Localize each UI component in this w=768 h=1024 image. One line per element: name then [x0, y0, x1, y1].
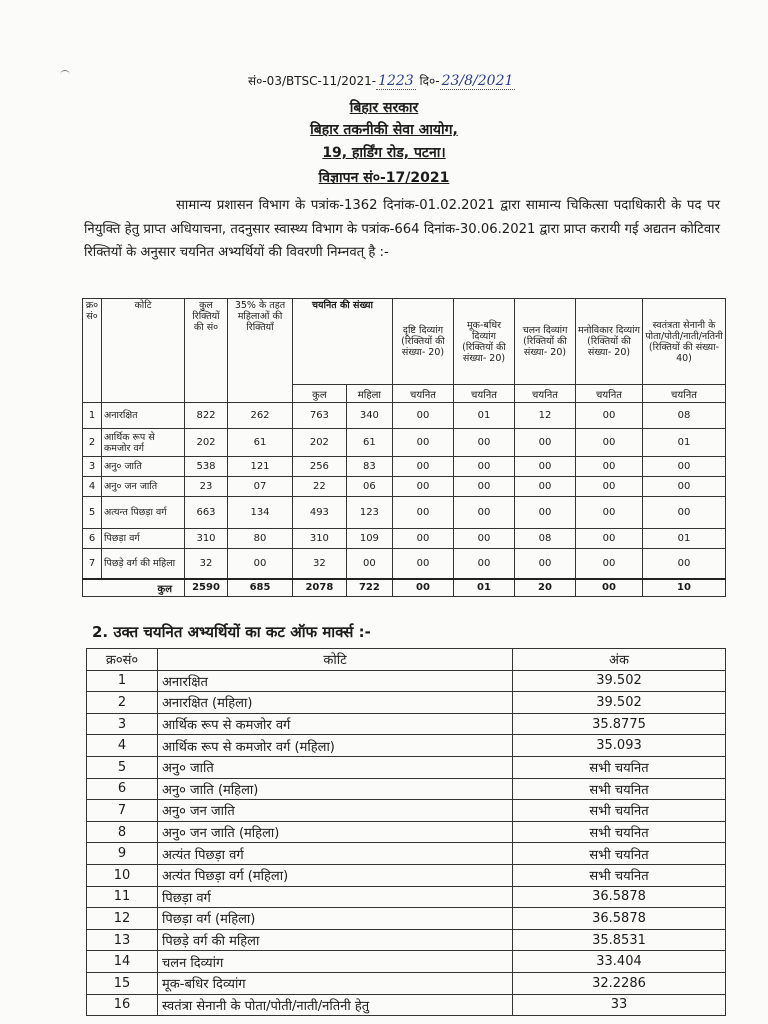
cutoff-row-sno: 5	[87, 756, 158, 778]
row7-category: पिछड़े वर्ग की महिला	[102, 549, 185, 579]
row6-category: पिछड़ा वर्ग	[102, 529, 185, 549]
th-sub-selected: चयनित	[393, 385, 454, 403]
row1-visual: 00	[393, 403, 454, 429]
cutoff-table	[86, 648, 726, 1016]
row2-sno: 2	[83, 429, 102, 457]
row1-sno: 1	[83, 403, 102, 429]
row1-sel-women: 340	[346, 403, 392, 429]
th-sno: क्र० सं०	[83, 299, 102, 403]
selection-table	[82, 298, 726, 597]
total-sel-women: 722	[346, 579, 392, 597]
cutoff-row-category: आर्थिक रूप से कमजोर वर्ग	[158, 713, 513, 735]
cutoff-row-marks: 35.8775	[513, 713, 726, 735]
cutoff-row-sno: 10	[87, 864, 158, 886]
th-visual: दृष्टि दिव्यांग (रिक्तियों की संख्या- 20)	[393, 299, 454, 385]
row7-total: 32	[185, 549, 228, 579]
cutoff-row-category: अनु० जन जाति (महिला)	[158, 821, 513, 843]
th-women-35: 35% के तहत महिलाओं की रिक्तियाँ	[228, 299, 293, 403]
row3-freedom: 00	[643, 457, 726, 477]
row3-visual: 00	[393, 457, 454, 477]
intro-text: सामान्य प्रशासन विभाग के पत्रांक-1362 दिनांक-01.02.2021 द्वारा सामान्य चिकित्सा पदाधिकारी के पद पर नियुक्ति हेतु प्राप्त अधियाचना, तदनुसार स्वास्थ्य विभाग के पत्रांक-664 दिनांक-30.06.2021 द्वारा प्राप्त करायी गई अद्यतन कोटिवार रिक्तियों के अनुसार चयनित अभ्यर्थियों की विवरणी निम्नवत् है :-	[84, 198, 720, 260]
cutoff-row-sno: 8	[87, 821, 158, 843]
cutoff-row-category: मूक-बधिर दिव्यांग	[158, 972, 513, 994]
reference-prefix: सं०-03/BTSC-11/2021-	[248, 74, 377, 88]
total-label: कुल	[83, 579, 185, 597]
row6-mental: 00	[576, 529, 643, 549]
cutoff-row-marks: 36.5878	[513, 886, 726, 908]
row1-total: 822	[185, 403, 228, 429]
th-mental: मनोविकार दिव्यांग (रिक्तियों की संख्या- 20)	[576, 299, 643, 385]
cutoff-row-marks: 39.502	[513, 670, 726, 692]
cutoff-row-sno: 4	[87, 735, 158, 757]
row4-category: अनु० जन जाति	[102, 477, 185, 497]
row3-category: अनु० जाति	[102, 457, 185, 477]
total-deaf: 01	[454, 579, 515, 597]
row5-freedom: 00	[643, 497, 726, 529]
cutoff-row-sno: 14	[87, 951, 158, 973]
row2-visual: 00	[393, 429, 454, 457]
row4-total: 23	[185, 477, 228, 497]
th2-marks: अंक	[513, 649, 726, 671]
row7-mental: 00	[576, 549, 643, 579]
row4-sel-total: 22	[293, 477, 347, 497]
row3-loco: 00	[515, 457, 576, 477]
row4-visual: 00	[393, 477, 454, 497]
row5-sel-total: 493	[293, 497, 347, 529]
row3-women: 121	[228, 457, 293, 477]
th-sub-selected: चयनित	[576, 385, 643, 403]
row7-sel-women: 00	[346, 549, 392, 579]
cutoff-row-sno: 13	[87, 929, 158, 951]
cutoff-row-category: पिछड़ा वर्ग	[158, 886, 513, 908]
cutoff-row-marks: 35.093	[513, 735, 726, 757]
row5-women: 134	[228, 497, 293, 529]
row6-sel-total: 310	[293, 529, 347, 549]
th-sub-selected: चयनित	[643, 385, 726, 403]
cutoff-row-category: अनु० जाति	[158, 756, 513, 778]
total-vacancy: 2590	[185, 579, 228, 597]
cutoff-row-category: अत्यंत पिछड़ा वर्ग (महिला)	[158, 864, 513, 886]
row6-total: 310	[185, 529, 228, 549]
cutoff-row-sno: 1	[87, 670, 158, 692]
total-mental: 00	[576, 579, 643, 597]
cutoff-row-marks: 33.404	[513, 951, 726, 973]
cutoff-row-category: अनारक्षित (महिला)	[158, 692, 513, 714]
row4-women: 07	[228, 477, 293, 497]
th2-sno: क्र०सं०	[87, 649, 158, 671]
row7-visual: 00	[393, 549, 454, 579]
row3-mental: 00	[576, 457, 643, 477]
row7-deaf: 00	[454, 549, 515, 579]
row2-women: 61	[228, 429, 293, 457]
cutoff-row-marks: सभी चयनित	[513, 843, 726, 865]
th-sub-women: महिला	[346, 385, 392, 403]
row2-sel-total: 202	[293, 429, 347, 457]
cutoff-row-marks: 33	[513, 994, 726, 1016]
scan-mark	[60, 70, 70, 77]
row1-category: अनारक्षित	[102, 403, 185, 429]
th-category: कोटि	[102, 299, 185, 403]
row4-deaf: 00	[454, 477, 515, 497]
cutoff-row-sno: 9	[87, 843, 158, 865]
cutoff-row-sno: 12	[87, 908, 158, 930]
commission-title: बिहार तकनीकी सेवा आयोग,	[310, 122, 458, 138]
row7-sno: 7	[83, 549, 102, 579]
row6-loco: 08	[515, 529, 576, 549]
total-visual: 00	[393, 579, 454, 597]
row1-deaf: 01	[454, 403, 515, 429]
row2-deaf: 00	[454, 429, 515, 457]
cutoff-row-marks: 39.502	[513, 692, 726, 714]
row2-sel-women: 61	[346, 429, 392, 457]
row5-mental: 00	[576, 497, 643, 529]
row1-sel-total: 763	[293, 403, 347, 429]
cutoff-row-sno: 15	[87, 972, 158, 994]
row6-sno: 6	[83, 529, 102, 549]
commission-address: 19, हार्डिंग रोड, पटना।	[322, 145, 446, 161]
row2-total: 202	[185, 429, 228, 457]
total-sel-total: 2078	[293, 579, 347, 597]
row4-mental: 00	[576, 477, 643, 497]
cutoff-row-marks: 35.8531	[513, 929, 726, 951]
reference-line	[248, 72, 515, 89]
row7-freedom: 00	[643, 549, 726, 579]
row6-women: 80	[228, 529, 293, 549]
row1-freedom: 08	[643, 403, 726, 429]
cutoff-row-sno: 16	[87, 994, 158, 1016]
row5-sno: 5	[83, 497, 102, 529]
row3-total: 538	[185, 457, 228, 477]
row3-sno: 3	[83, 457, 102, 477]
row5-total: 663	[185, 497, 228, 529]
cutoff-row-marks: सभी चयनित	[513, 778, 726, 800]
cutoff-row-marks: 32.2286	[513, 972, 726, 994]
cutoff-row-category: अनारक्षित	[158, 670, 513, 692]
row5-category: अत्यन्त पिछड़ा वर्ग	[102, 497, 185, 529]
advertisement-number: विज्ञापन सं०-17/2021	[318, 170, 450, 186]
th-loco: चलन दिव्यांग (रिक्तियों की संख्या- 20)	[515, 299, 576, 385]
date-label: दि०-	[419, 74, 440, 88]
cutoff-row-marks: सभी चयनित	[513, 756, 726, 778]
row3-deaf: 00	[454, 457, 515, 477]
govt-title: बिहार सरकार	[349, 100, 419, 116]
cutoff-row-category: स्वतंत्रा सेनानी के पोता/पोती/नाती/नतिनी हेतु	[158, 994, 513, 1016]
total-women: 685	[228, 579, 293, 597]
row7-sel-total: 32	[293, 549, 347, 579]
row4-sel-women: 06	[346, 477, 392, 497]
th-freedom: स्वतंत्रता सेनानी के पोता/पोती/नाती/नतिनी (रिक्तियों की संख्या- 40)	[643, 299, 726, 385]
cutoff-row-category: पिछड़ा वर्ग (महिला)	[158, 908, 513, 930]
th2-category: कोटि	[158, 649, 513, 671]
cutoff-row-marks: सभी चयनित	[513, 821, 726, 843]
th-sub-selected: चयनित	[454, 385, 515, 403]
intro-paragraph	[84, 194, 720, 265]
cutoff-row-category: चलन दिव्यांग	[158, 951, 513, 973]
row2-freedom: 01	[643, 429, 726, 457]
row4-freedom: 00	[643, 477, 726, 497]
cutoff-row-marks: 36.5878	[513, 908, 726, 930]
section2-title: 2. उक्त चयनित अभ्यर्थियों का कट ऑफ मार्क्स :-	[92, 623, 371, 641]
row4-loco: 00	[515, 477, 576, 497]
reference-number: 1223	[378, 73, 414, 89]
row2-loco: 00	[515, 429, 576, 457]
row3-sel-total: 256	[293, 457, 347, 477]
cutoff-row-category: अनु० जाति (महिला)	[158, 778, 513, 800]
cutoff-row-category: अनु० जन जाति	[158, 800, 513, 822]
cutoff-row-sno: 6	[87, 778, 158, 800]
row1-mental: 00	[576, 403, 643, 429]
cutoff-row-sno: 3	[87, 713, 158, 735]
row5-sel-women: 123	[346, 497, 392, 529]
row4-sno: 4	[83, 477, 102, 497]
cutoff-row-sno: 2	[87, 692, 158, 714]
row5-visual: 00	[393, 497, 454, 529]
cutoff-row-marks: सभी चयनित	[513, 864, 726, 886]
row2-category: आर्थिक रूप से कमजोर वर्ग	[102, 429, 185, 457]
cutoff-row-category: आर्थिक रूप से कमजोर वर्ग (महिला)	[158, 735, 513, 757]
row5-loco: 00	[515, 497, 576, 529]
row7-loco: 00	[515, 549, 576, 579]
th-deaf: मूक-बधिर दिव्यांग (रिक्तियों की संख्या- 20)	[454, 299, 515, 385]
cutoff-row-category: अत्यंत पिछड़ा वर्ग	[158, 843, 513, 865]
th-sub-total: कुल	[293, 385, 347, 403]
total-loco: 20	[515, 579, 576, 597]
row5-deaf: 00	[454, 497, 515, 529]
cutoff-row-category: पिछड़े वर्ग की महिला	[158, 929, 513, 951]
row6-freedom: 01	[643, 529, 726, 549]
cutoff-row-sno: 7	[87, 800, 158, 822]
row7-women: 00	[228, 549, 293, 579]
row1-loco: 12	[515, 403, 576, 429]
th-total-vacancy: कुल रिक्तियों की सं०	[185, 299, 228, 403]
row6-sel-women: 109	[346, 529, 392, 549]
cutoff-row-marks: सभी चयनित	[513, 800, 726, 822]
row3-sel-women: 83	[346, 457, 392, 477]
row1-women: 262	[228, 403, 293, 429]
cutoff-row-sno: 11	[87, 886, 158, 908]
total-freedom: 10	[643, 579, 726, 597]
row6-visual: 00	[393, 529, 454, 549]
th-selected: चयनित की संख्या	[293, 299, 393, 385]
row6-deaf: 00	[454, 529, 515, 549]
th-sub-selected: चयनित	[515, 385, 576, 403]
row2-mental: 00	[576, 429, 643, 457]
reference-date: 23/8/2021	[441, 73, 514, 89]
